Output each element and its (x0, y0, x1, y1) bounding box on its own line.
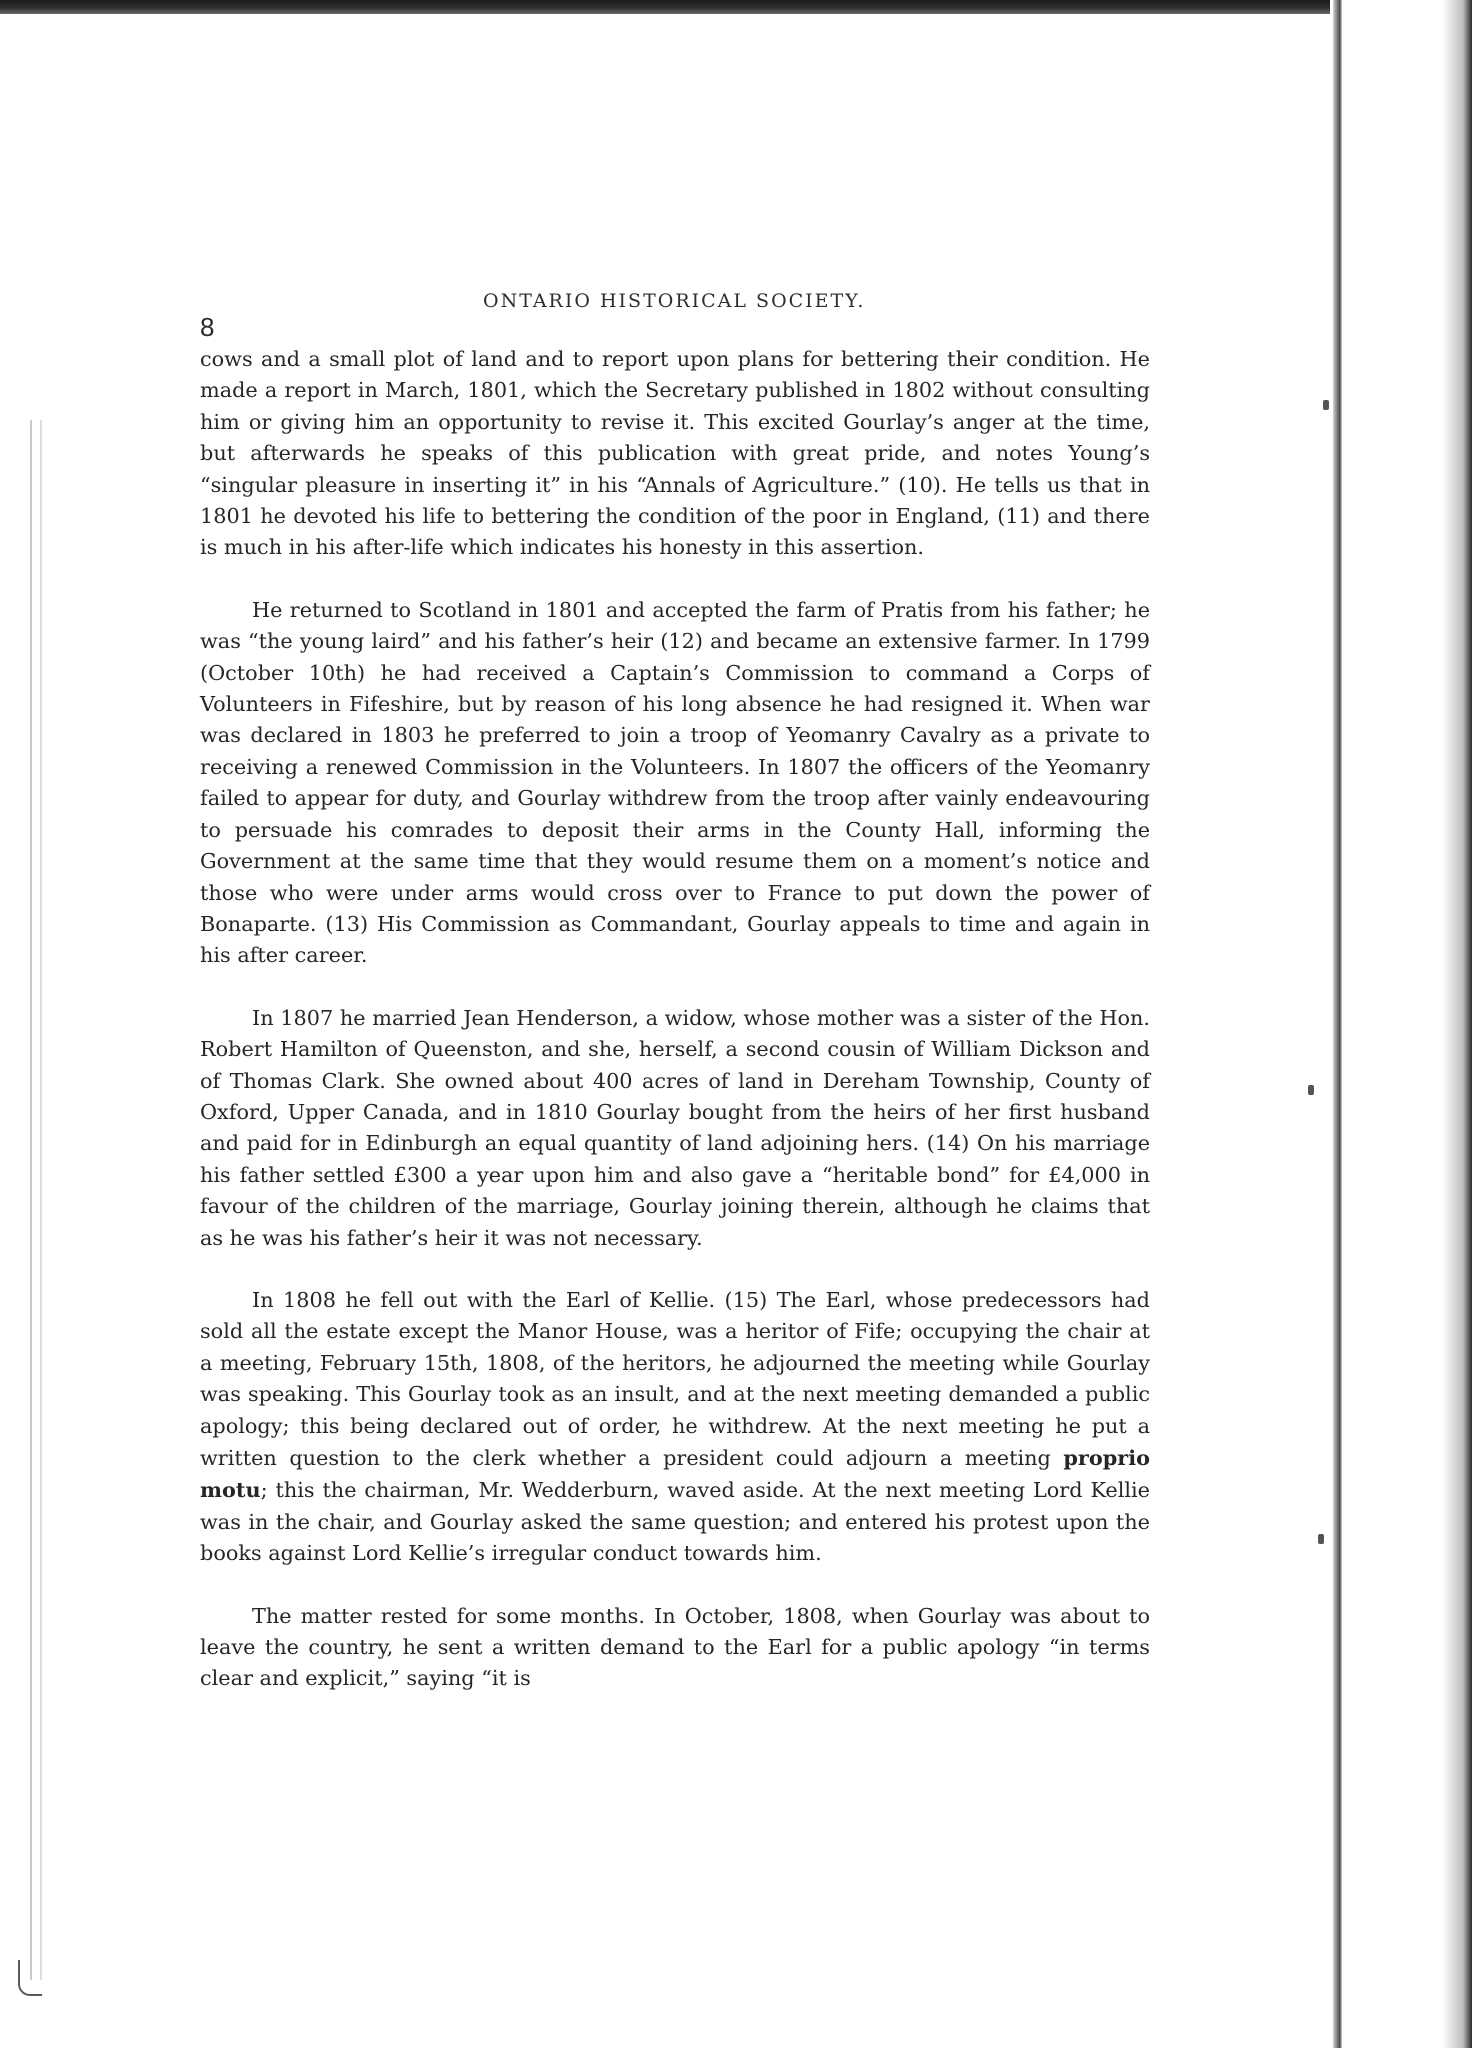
document-page (200, 290, 1150, 1695)
running-head-title: ONTARIO HISTORICAL SOCIETY. (483, 290, 866, 312)
scan-edge-shadow (1442, 0, 1472, 2048)
page-number: 8 (200, 312, 215, 342)
paragraph-4-text-after: ; this the chairman, Mr. Wedderburn, waved aside. At the next meeting Lord Kellie was in the chair, and Gourlay asked the same question; and entered his protest upon the books against Lord Kellie’s irregular conduct towards him. (200, 1478, 1150, 1566)
paragraph-2: He returned to Scotland in 1801 and accepted the farm of Pratis from his father; he was “the young laird” and his father’s heir (12) and became an extensive farmer. In 1799 (October 10th) he had received a Captain’s Commission to command a Corps of Volunteers in Fifeshire, but by reason of his long absence he had resigned it. When war was declared in 1803 he preferred to join a troop of Yeomanry Cavalry as a private to receiving a renewed Commission in the Volunteers. In 1807 the officers of the Yeomanry failed to appear for duty, and Gourlay withdrew from the troop after vainly endeavouring to persuade his comrades to deposit their arms in the County Hall, informing the Government at the same time that they would resume them on a moment’s notice and those who were under arms would cross over to France to put down the power of Bonaparte. (13) His Commission as Commandant, Gourlay appeals to time and again in his after career. (200, 597, 1150, 968)
paragraph-4-text-before: In 1808 he fell out with the Earl of Kellie. (15) The Earl, whose predecessors had sold all the estate except the Manor House, was a heritor of Fife; occupying the chair at a meeting, February 15th, 1808, of the heritors, he adjourned the meeting while Gourlay was speaking. This Gourlay took as an insult, and at the next meeting demanded a public apology; this being declared out of order, he withdrew. At the next meeting he put a written question to the clerk whether a president could adjourn a meeting (200, 1287, 1150, 1470)
paragraph-4 (200, 1285, 1150, 1570)
paragraph-5: The matter rested for some months. In October, 1808, when Gourlay was about to leave the country, he sent a written demand to the Earl for a public apology “in terms clear and explicit,” saying “it is (200, 1603, 1150, 1691)
scan-left-edge-line (30, 420, 32, 1980)
scan-left-edge-line-inner (40, 420, 42, 1980)
scan-speck (1323, 400, 1329, 410)
scan-page-edge (1333, 0, 1342, 2048)
scan-corner-mark (18, 1960, 42, 1996)
scan-speck (1308, 1085, 1314, 1095)
scan-speck (1318, 1534, 1324, 1544)
scan-top-border (0, 0, 1472, 14)
emphasis-proprio-motu: proprio motu (200, 1445, 1150, 1503)
paragraph-1: cows and a small plot of land and to report upon plans for bettering their condition. He made a report in March, 1801, which the Secretary published in 1802 without consulting him or giving him an opportunity to revise it. This excited Gourlay’s anger at the time, but afterwards he speaks of this publication with great pride, and notes Young’s “singular pleasure in inserting it” in his “Annals of Agriculture.” (10). He tells us that in 1801 he devoted his life to bettering the condition of the poor in England, (11) and there is much in his after-life which indicates his honesty in this assertion. (200, 347, 1150, 560)
running-head (200, 290, 1150, 344)
paragraph-3: In 1807 he married Jean Henderson, a widow, whose mother was a sister of the Hon. Robert Hamilton of Queenston, and she, herself, a second cousin of William Dickson and of Thomas Clark. She owned about 400 acres of land in Dereham Township, County of Oxford, Upper Canada, and in 1810 Gourlay bought from the heirs of her first husband and paid for in Edinburgh an equal quantity of land adjoining hers. (14) On his marriage his father settled £300 a year upon him and also gave a “heritable bond” for £4,000 in favour of the children of the marriage, Gourlay joining therein, although he claims that as he was his father’s heir it was not necessary. (200, 1005, 1150, 1250)
